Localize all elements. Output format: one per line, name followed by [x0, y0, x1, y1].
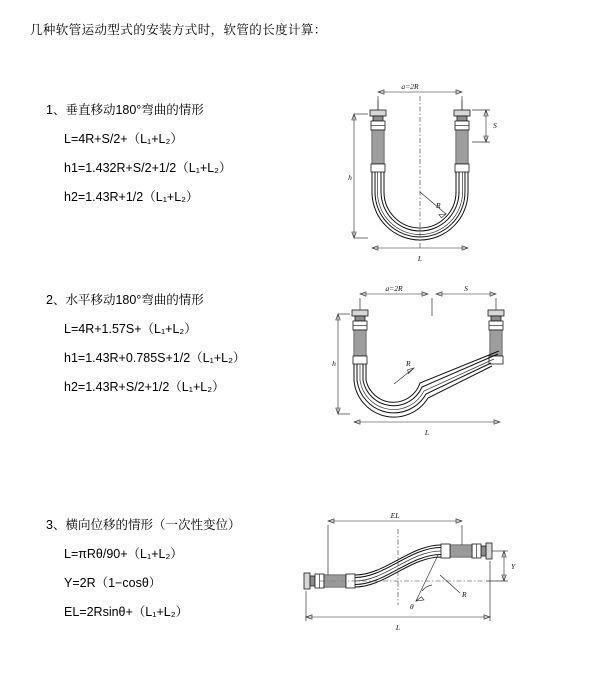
section-3-formula-1: L=πRθ/90+（L₁+L₂）: [64, 547, 183, 561]
section-1-formula-2: h1=1.432R+S/2+1/2（L₁+L₂）: [64, 161, 232, 175]
lateral-offset-diagram: [290, 505, 520, 635]
section-3-formula-3: EL=2Rsinθ+（L₁+L₂）: [64, 605, 189, 619]
section-1-formula-3: h2=1.43R+1/2（L₁+L₂）: [64, 190, 199, 204]
dim-side-label-3: Y: [511, 562, 516, 571]
dim-height-label-1: h: [348, 173, 352, 182]
section-3-text: [46, 515, 316, 631]
dim-side-label-1: S: [493, 121, 497, 130]
section-1-formula-1: L=4R+S/2+（L₁+L₂）: [64, 132, 183, 146]
dim-top-label-2: a=2R: [385, 284, 403, 293]
dim-height-label-2: h: [332, 359, 336, 368]
section-3-formula-2: Y=2R（1−cosθ）: [64, 576, 162, 590]
section-1-text: [46, 100, 316, 216]
vertical-180-bend-diagram: [310, 70, 520, 270]
dim-top-label-2b: S: [464, 284, 468, 293]
radius-label-2: R: [406, 359, 411, 368]
section-2-formula-2: h1=1.43R+0.785S+1/2（L₁+L₂）: [64, 351, 246, 365]
dim-top-label-1: a=2R: [401, 82, 419, 91]
dim-top-label-3: EL: [390, 511, 400, 520]
page-title: 几种软管运动型式的安装方式时，软管的长度计算：: [30, 23, 327, 37]
dim-bottom-label-3: L: [395, 623, 401, 632]
section-2-formula-3: h2=1.43R+S/2+1/2（L₁+L₂）: [64, 380, 225, 394]
section-3-title: 3、横向位移的情形（一次性变位）: [46, 518, 241, 532]
section-2-title: 2、水平移动180°弯曲的情形: [46, 293, 204, 307]
dim-bottom-label-1: L: [417, 254, 423, 263]
dim-bottom-label-2: L: [424, 428, 430, 437]
section-1-title: 1、垂直移动180°弯曲的情形: [46, 103, 204, 117]
section-2-formula-1: L=4R+1.57S+（L₁+L₂）: [64, 322, 197, 336]
radius-label-3: R: [462, 590, 467, 599]
section-2-text: [46, 290, 316, 406]
radius-label-1: R: [436, 201, 441, 210]
horizontal-180-bend-diagram: [310, 280, 530, 440]
angle-label-3: θ: [410, 602, 414, 611]
